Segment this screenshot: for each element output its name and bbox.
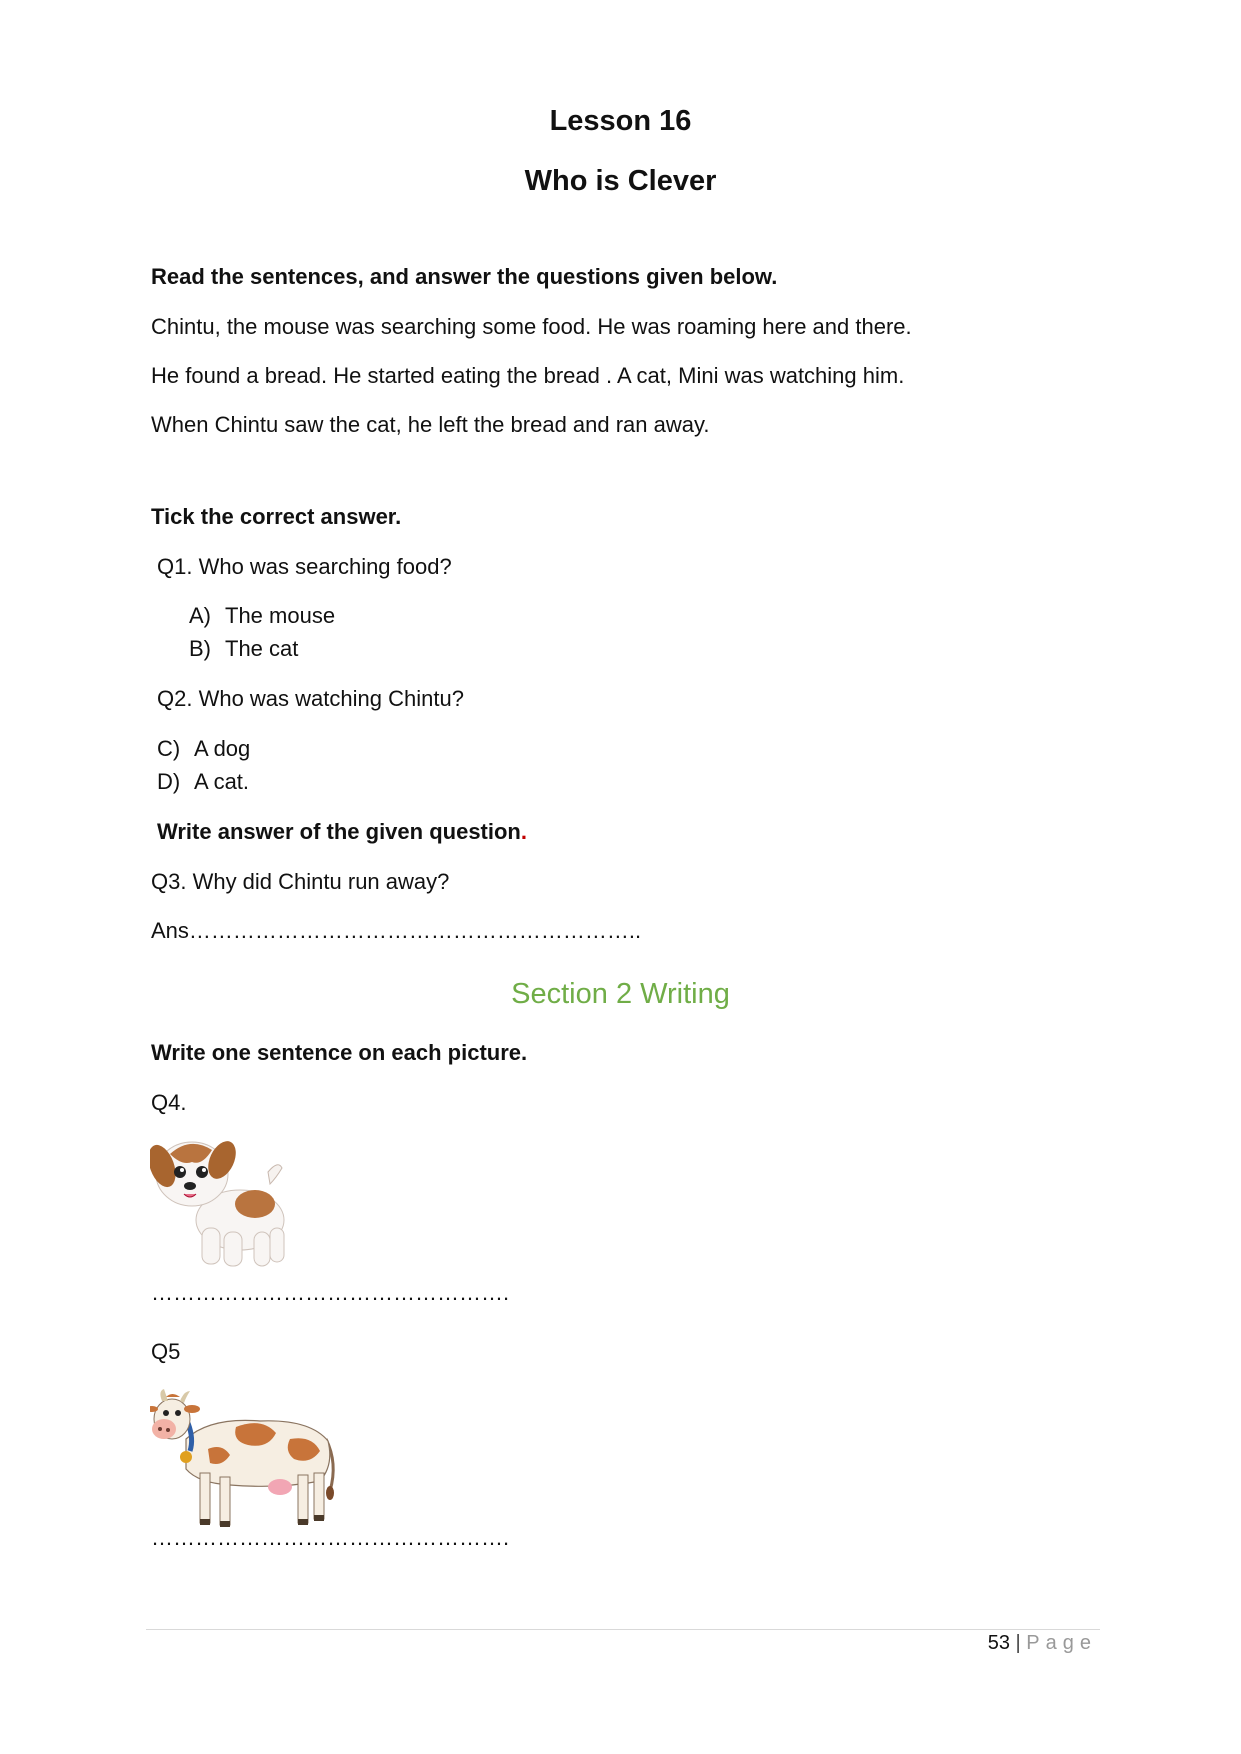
question-q4: Q4.: [151, 1090, 187, 1115]
page-word: Page: [1026, 1632, 1097, 1654]
question-q5: Q5: [151, 1339, 181, 1364]
option-letter: D): [157, 769, 181, 794]
option-text: A dog: [194, 736, 251, 761]
option-text: A cat.: [194, 769, 250, 794]
footer-divider: [146, 1629, 1100, 1630]
question-q2: Q2. Who was watching Chintu?: [157, 686, 464, 711]
reading-instruction: Read the sentences, and answer the questions given below.: [151, 264, 778, 289]
section-2-title: Section 2 Writing: [511, 978, 730, 1010]
passage-line: He found a bread. He started eating the bread . A cat, Mini was watching him.: [151, 363, 905, 388]
option-text: The cat: [225, 636, 299, 661]
tick-instruction: Tick the correct answer.: [151, 504, 402, 529]
instruction-text: Write answer of the given question: [157, 819, 521, 844]
passage-line: Chintu, the mouse was searching some food. He was roaming here and there.: [151, 314, 912, 339]
writing-line-q4[interactable]: ………………………………………….: [151, 1280, 510, 1305]
option-c[interactable]: [157, 736, 250, 762]
instruction-dot: .: [520, 819, 527, 844]
story-title: Who is Clever: [524, 165, 717, 197]
option-letter: A): [189, 603, 211, 628]
option-letter: C): [157, 736, 181, 761]
option-b[interactable]: [189, 636, 298, 662]
dog-illustration: [150, 1132, 300, 1272]
cow-illustration: [150, 1383, 340, 1531]
lesson-title: Lesson 16: [549, 105, 692, 137]
passage-line: When Chintu saw the cat, he left the bread and ran away.: [151, 412, 710, 437]
page-separator: |: [1015, 1632, 1021, 1654]
option-d[interactable]: [157, 769, 249, 795]
question-q3: Q3. Why did Chintu run away?: [151, 869, 450, 894]
writing-instruction: Write one sentence on each picture.: [151, 1040, 528, 1065]
page-footer: [988, 1632, 1097, 1655]
answer-line-q3[interactable]: Ans……………………………………………………..: [151, 918, 642, 943]
writing-line-q5[interactable]: ………………………………………….: [151, 1525, 510, 1550]
page-number: 53: [987, 1632, 1010, 1654]
write-answer-instruction: [157, 819, 527, 845]
question-q1: Q1. Who was searching food?: [157, 554, 452, 579]
option-letter: B): [189, 636, 211, 661]
option-text: The mouse: [225, 603, 336, 628]
option-a[interactable]: [189, 603, 335, 629]
